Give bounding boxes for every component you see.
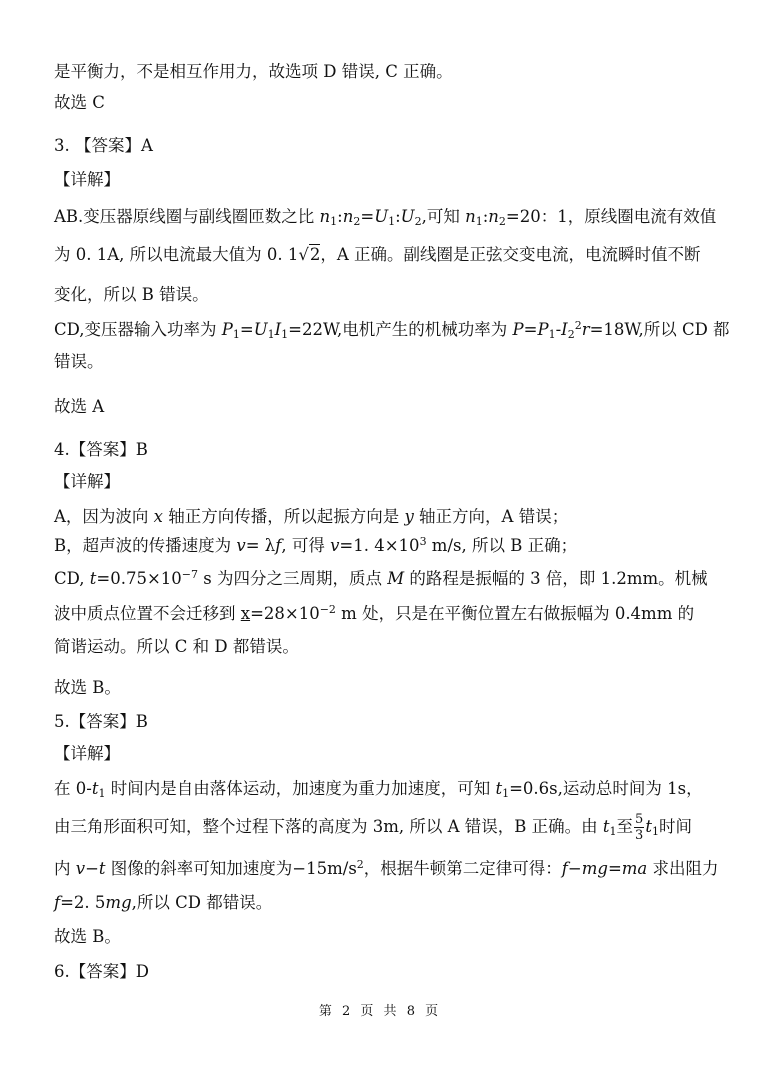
page-number-footer: 第 2 页 共 8 页 [318,1004,442,1019]
text-line: B，超声波的传播速度为 v= λf, 可得 v=1. $4\times 10^3$ m/s, 所以 B 正确； [54,535,578,555]
text-line: f=2. 5mg,所以 CD 都错误。 [54,893,273,912]
text-line: 变化，所以 B 错误。 [54,285,209,304]
text-line: CD,变压器输入功率为 $P_1=U_1I_1=22W$,电机产生的机械功率为 $P=P_1-I_2^2r=18W$,所以 CD 都 [54,319,730,341]
text-line: 在 $0-t_1$ 时间内是自由落体运动，加速度为重力加速度，可知 $t_1=0.6s$,运动总时间为 1s， [54,779,703,800]
sqrt-radicand: 2 [309,245,321,264]
answer-heading-5: 5.【答案】B [54,712,148,731]
text-line: 由三角形面积可知，整个过程下落的高度为 3m, 所以 A 错误，B 正确。由 $t_1$至 $\frac{5}{3}$ $t_1$时间 [54,812,692,843]
answer-heading-3: 3. 【答案】A [54,136,153,155]
text-line: AB.变压器原线圈与副线圈匝数之比 $n_1:n_2=U_1:U_2$,可知 $n_1:n_2=20$：1，原线圈电流有效值 [54,207,717,228]
detail-heading: 【详解】 [54,744,120,763]
fraction-five-thirds: $\frac{5}{3}$ [635,812,644,843]
text-line: 简谐运动。所以 C 和 D 都错误。 [54,637,299,656]
conclusion-line: 故选 A [54,397,105,416]
text-line: A，因为波向 x 轴正方向传播，所以起振方向是 y 轴正方向，A 错误； [54,507,569,526]
sqrt-symbol: √ [298,245,309,264]
conclusion-line: 故选 C [54,93,105,112]
text-line: 错误。 [54,352,104,371]
answer-heading-4: 4.【答案】B [54,440,148,459]
text-line: 为 0. 1A, 所以电流最大值为 0. 1√2，A 正确。副线圈是正弦交变电流，电流瞬时值不断 [54,245,701,264]
conclusion-line: 故选 B。 [54,678,121,697]
detail-heading: 【详解】 [54,170,120,189]
detail-heading: 【详解】 [54,472,120,491]
conclusion-line: 故选 B。 [54,927,121,946]
answer-heading-6: 6.【答案】D [54,962,149,981]
text-line: 内 v−t 图像的斜率可知加速度为$-15m/s^2$，根据牛顿第二定律可得：f−mg=ma 求出阻力 [54,858,719,878]
text-line: 是平衡力，不是相互作用力，故选项 D 错误, C 正确。 [54,62,453,81]
text-line: 波中质点位置不会迁移到 $x=28\times 10^{-2}$ m 处，只是在平衡位置左右做振幅为 0.4mm 的 [54,603,695,623]
text-line: CD, $t=0.75\times 10^{-7}$ s 为四分之三周期，质点 M 的路程是振幅的 3 倍，即 1.2mm。机械 [54,568,708,588]
